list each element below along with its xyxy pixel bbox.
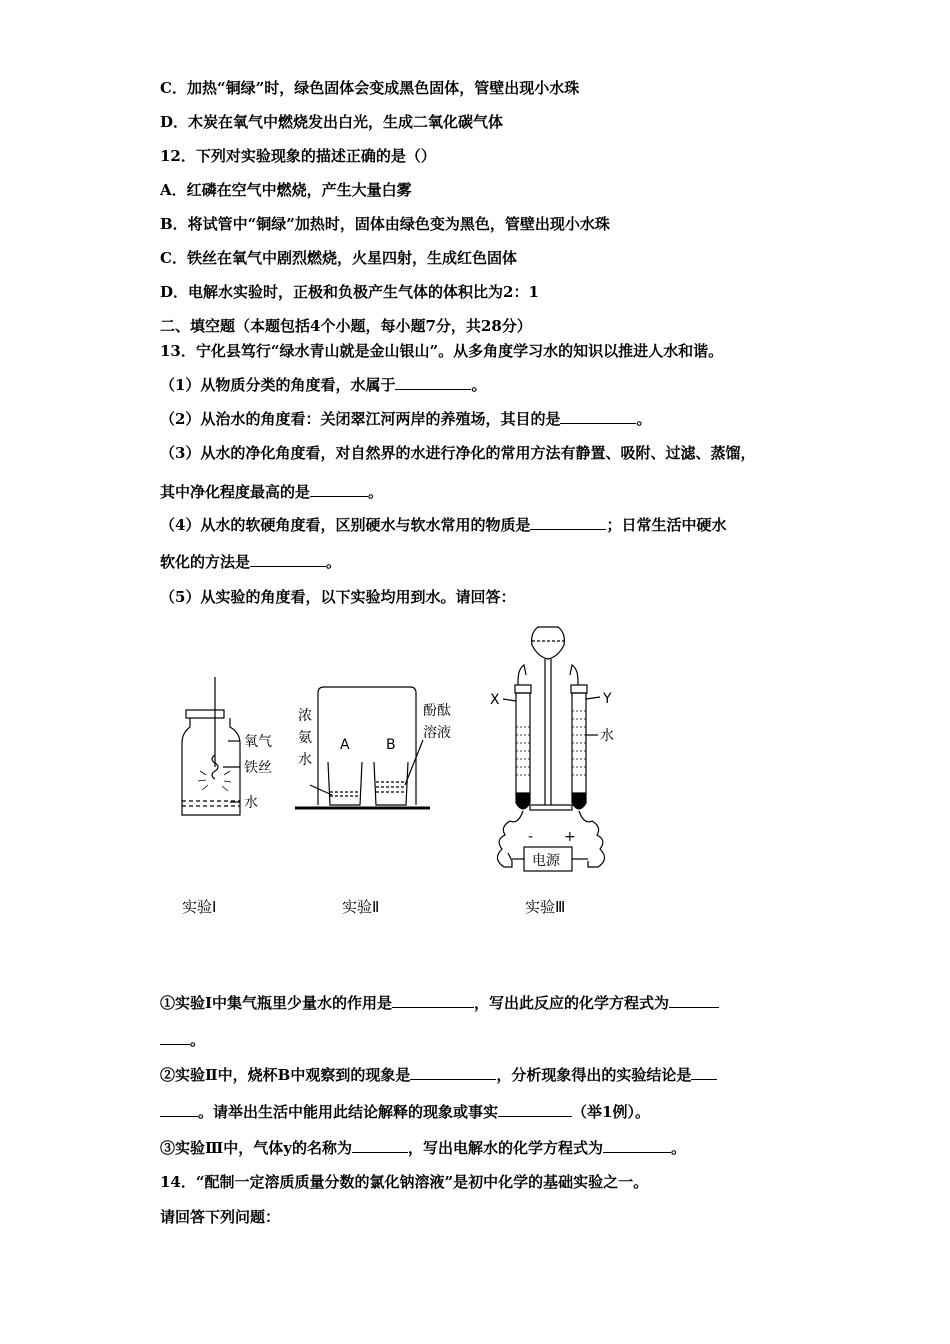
option-d-q11: D．木炭在氧气中燃烧发出白光，生成二氧化碳气体 bbox=[160, 113, 504, 131]
option-b-q12: B．将试管中“铜绿”加热时，固体由绿色变为黑色，管壁出现小水珠 bbox=[160, 215, 610, 233]
funnel-reservoir bbox=[532, 627, 565, 659]
option-c-q11: C．加热“铜绿”时，绿色固体会变成黑色固体，管壁出现小水珠 bbox=[160, 79, 580, 97]
option-a-q12: A．红磷在空气中燃烧，产生大量白雾 bbox=[160, 181, 412, 199]
subq-2-cont bbox=[160, 1102, 650, 1122]
question-13: 13．宁化县笃行“绿水青山就是金山银山”。从多角度学习水的知识以推进人水和谐。 bbox=[160, 342, 724, 360]
question-14: 14．“配制一定溶质质量分数的氯化钠溶液”是初中化学的基础实验之一。 bbox=[160, 1173, 649, 1191]
answer-blank[interactable] bbox=[560, 409, 636, 424]
q13-part3-end: 。 bbox=[368, 483, 384, 501]
q13-part4-mid: ；日常生活中硬水 bbox=[606, 516, 727, 534]
question-12: 12．下列对实验现象的描述正确的是（） bbox=[160, 147, 436, 165]
experiment-1-diagram bbox=[182, 677, 272, 916]
q13-part4-text2: 软化的方法是 bbox=[160, 553, 251, 571]
subq-3-end: 。 bbox=[671, 1139, 687, 1157]
answer-blank[interactable] bbox=[530, 515, 606, 530]
q13-part3-cont bbox=[160, 482, 383, 502]
experiment-3-diagram bbox=[490, 627, 614, 916]
label-phenolphthalein-2: 溶液 bbox=[423, 725, 451, 741]
stopcock-right bbox=[570, 665, 578, 685]
subq-1-end: 。 bbox=[190, 1031, 206, 1049]
q13-part2-text: （2）从治水的角度看：关闭翠江河两岸的养殖场，其目的是 bbox=[160, 410, 561, 428]
q13-part3-text: 其中净化程度最高的是 bbox=[160, 483, 311, 501]
section-heading: 二、填空题（本题包括4个小题，每小题7分，共28分） bbox=[160, 317, 532, 335]
answer-blank[interactable] bbox=[160, 1030, 190, 1045]
q13-part5: （5）从实验的角度看，以下实验均用到水。请回答： bbox=[160, 588, 516, 606]
answer-blank[interactable] bbox=[395, 375, 471, 390]
q13-part1-end: 。 bbox=[471, 376, 487, 394]
answer-blank[interactable] bbox=[603, 1138, 671, 1153]
answer-blank[interactable] bbox=[352, 1138, 408, 1153]
subq-2-mid: ，分析现象得出的实验结论是 bbox=[496, 1066, 692, 1084]
subq-1-text: ①实验Ⅰ中集气瓶里少量水的作用是 bbox=[160, 994, 393, 1012]
answer-blank[interactable] bbox=[410, 1065, 496, 1080]
option-c-q12: C．铁丝在氧气中剧烈燃烧，火星四射，生成红色固体 bbox=[160, 249, 517, 267]
q13-part1 bbox=[160, 375, 486, 395]
sparks bbox=[198, 771, 231, 791]
subq-1 bbox=[160, 993, 719, 1013]
subq-2-end: （举1例）。 bbox=[572, 1103, 650, 1121]
subq-2-text: ②实验Ⅱ中，烧杯B中观察到的现象是 bbox=[160, 1066, 411, 1084]
right-tube bbox=[572, 693, 586, 793]
beaker-b bbox=[374, 762, 408, 805]
q13-part4-end: 。 bbox=[326, 553, 342, 571]
left-tube-cap bbox=[515, 685, 531, 693]
right-electrode bbox=[572, 793, 586, 809]
label-gas-y: Y bbox=[603, 691, 612, 707]
connecting-tube bbox=[530, 805, 572, 810]
jar-lid bbox=[186, 710, 224, 718]
caption-experiment-2: 实验Ⅱ bbox=[342, 898, 380, 916]
answer-blank[interactable] bbox=[669, 993, 719, 1008]
subq-2 bbox=[160, 1065, 717, 1085]
q13-part3: （3）从水的净化角度看，对自然界的水进行净化的常用方法有静置、吸附、过滤、蒸馏， bbox=[160, 444, 756, 462]
left-tube bbox=[516, 693, 530, 793]
beaker-a bbox=[328, 762, 362, 805]
left-electrode bbox=[516, 793, 530, 809]
label-minus: - bbox=[528, 829, 534, 845]
caption-experiment-3: 实验Ⅲ bbox=[525, 898, 566, 916]
label-beaker-a: A bbox=[340, 737, 350, 753]
experiment-figure bbox=[160, 615, 800, 935]
answer-blank[interactable] bbox=[392, 993, 474, 1008]
stopcock-left bbox=[518, 665, 526, 685]
experiment-2-diagram bbox=[295, 687, 451, 916]
label-oxygen: 氧气 bbox=[244, 734, 272, 750]
q13-part2-end: 。 bbox=[636, 410, 652, 428]
label-ammonia-2: 氨 bbox=[298, 730, 312, 746]
option-d-q12: D．电解水实验时，正极和负极产生气体的体积比为2：1 bbox=[160, 283, 539, 301]
subq-3-mid: ，写出电解水的化学方程式为 bbox=[407, 1139, 603, 1157]
label-phenolphthalein-1: 酚酞 bbox=[423, 703, 451, 719]
label-water-3: 水 bbox=[600, 728, 614, 744]
subq-3-text: ③实验Ⅲ中，气体y的名称为 bbox=[160, 1139, 352, 1157]
label-gas-x: X bbox=[490, 692, 500, 708]
answer-blank[interactable] bbox=[498, 1102, 572, 1117]
q13-part1-text: （1）从物质分类的角度看，水属于 bbox=[160, 376, 396, 394]
label-power-supply: 电源 bbox=[532, 853, 560, 869]
question-14-prompt: 请回答下列问题： bbox=[160, 1208, 281, 1226]
label-ammonia-1: 浓 bbox=[298, 708, 312, 724]
answer-blank[interactable] bbox=[691, 1065, 717, 1080]
q13-part4-text: （4）从水的软硬角度看，区别硬水与软水常用的物质是 bbox=[160, 516, 531, 534]
label-beaker-b: B bbox=[386, 737, 396, 753]
right-tube-cap bbox=[571, 685, 587, 693]
caption-experiment-1: 实验Ⅰ bbox=[182, 898, 217, 916]
label-plus: + bbox=[564, 829, 576, 845]
answer-blank[interactable] bbox=[160, 1102, 198, 1117]
subq-1-cont bbox=[160, 1030, 205, 1050]
subq-1-mid: ，写出此反应的化学方程式为 bbox=[474, 994, 670, 1012]
answer-blank[interactable] bbox=[250, 552, 326, 567]
subq-3 bbox=[160, 1138, 686, 1158]
subq-2-text2: 。请举出生活中能用此结论解释的现象或事实 bbox=[198, 1103, 499, 1121]
label-water-1: 水 bbox=[244, 795, 258, 811]
label-iron-wire: 铁丝 bbox=[244, 760, 272, 776]
q13-part2 bbox=[160, 409, 651, 429]
label-ammonia-3: 水 bbox=[298, 752, 312, 768]
answer-blank[interactable] bbox=[310, 482, 368, 497]
q13-part4 bbox=[160, 515, 726, 535]
q13-part4-cont bbox=[160, 552, 341, 572]
